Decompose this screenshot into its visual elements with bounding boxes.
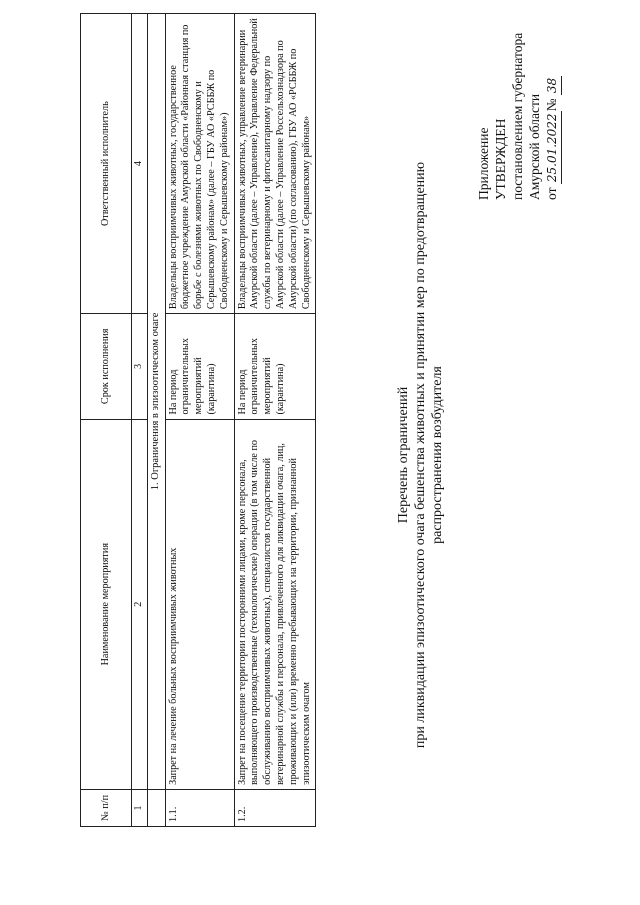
approval-approved: УТВЕРЖДЕН: [493, 118, 508, 200]
approval-region: Амурской области: [527, 93, 542, 200]
row-term: На период ограничительных мероприятий (карантина): [234, 314, 316, 419]
approval-date-prefix: от: [544, 187, 559, 200]
header-executor: Ответственный исполнитель: [81, 14, 132, 314]
column-number: 2: [132, 419, 148, 789]
title-line-3: распространения возбудителя: [430, 366, 445, 544]
column-number: 1: [132, 789, 148, 826]
header-name: Наименование мероприятия: [81, 419, 132, 789]
table-row: [165, 14, 234, 827]
approval-resolution: постановлением губернатора: [510, 32, 525, 200]
table-row: [234, 14, 316, 827]
row-name: Запрет на лечение больных восприимчивых животных: [165, 419, 234, 789]
column-number-row: [132, 14, 148, 827]
column-number: 4: [132, 14, 148, 314]
title-line-1: Перечень ограничений: [396, 386, 411, 524]
section-row: [147, 14, 165, 827]
header-num: № п/п: [81, 789, 132, 826]
section-title: 1. Ограничения в эпизоотическом очаге: [147, 14, 165, 790]
approval-date-line: [543, 0, 562, 200]
row-term: На период ограничительных мероприятий (карантина): [165, 314, 234, 419]
row-executor: Владельцы восприимчивых животных, государственное бюджетное учреждение Амурской области «Районная станция по борьбе с болезнями животных по Свободненскому и Серышевскому районам» (далее – ГБУ АО «РСББЖ по Свободненскому и Серышевскому районам»): [165, 14, 234, 314]
approval-appendix: Приложение: [476, 127, 491, 200]
row-num: 1.2.: [234, 789, 316, 826]
approval-number: 38: [544, 76, 562, 95]
document-title: [395, 125, 446, 785]
column-number: 3: [132, 314, 148, 419]
section-num-cell: [147, 789, 165, 826]
approval-date: 25.01.2022: [544, 111, 562, 184]
restrictions-table: [80, 13, 316, 827]
row-name: Запрет на посещение территории посторонними лицами, кроме персонала, выполняющего производственные (технологические) операции (в том числе по обслуживанию восприимчивых животных), специалистов государственной ветеринарной службы и персонала, привлеченного для ликвидации очага, лиц, проживающих и (или) временно пребывающих на территории, признанной эпизоотическим очагом: [234, 419, 316, 789]
row-executor: Владельцы восприимчивых животных, управление ветеринарии Амурской области (далее – Управление), Управление Федеральной службы по ветеринарному и фитосанитарному надзору по Амурской области (далее – Управление Россельхознадзора по Амурской области) (по согласованию), ГБУ АО «РСББЖ по Свободненскому и Серышевскому районам»: [234, 14, 316, 314]
approval-number-prefix: №: [544, 98, 559, 112]
title-line-2: при ликвидации эпизоотического очага бешенства животных и принятии мер по предотвращению: [413, 161, 428, 749]
header-term: Срок исполнения: [81, 314, 132, 419]
row-num: 1.1.: [165, 789, 234, 826]
table-header-row: [81, 14, 132, 827]
approval-block: [475, 0, 562, 200]
